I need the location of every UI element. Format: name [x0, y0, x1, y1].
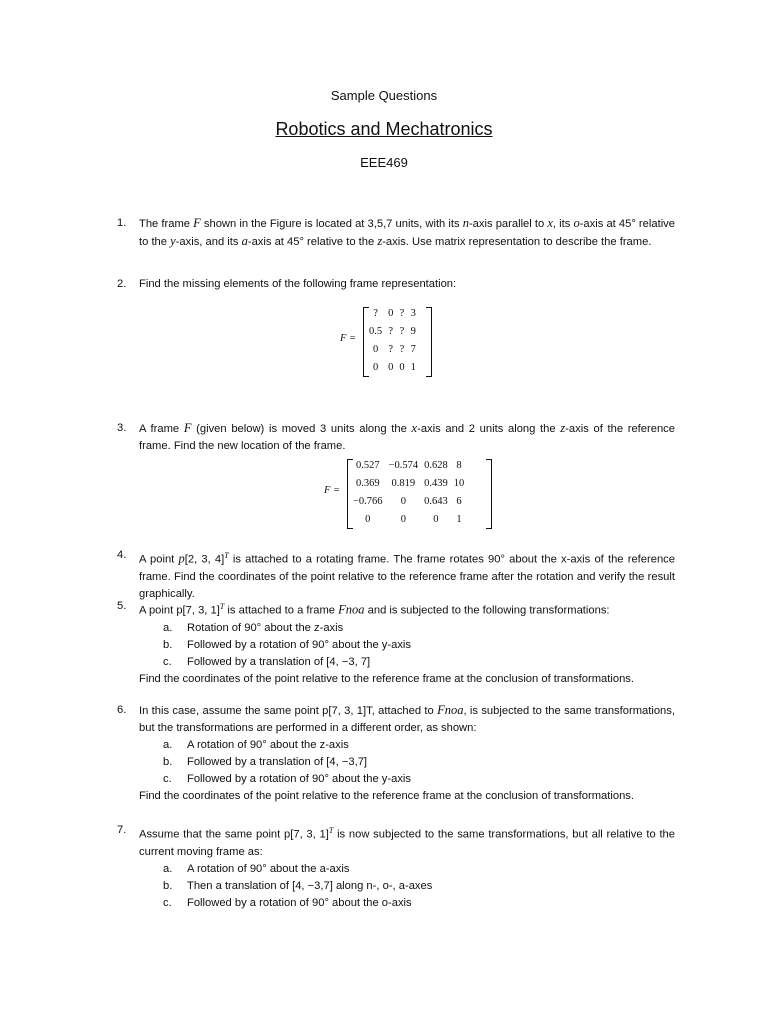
matrix-cell: 0 [400, 495, 406, 507]
matrix-cell: 0.369 [355, 477, 380, 489]
question-2 [117, 276, 675, 293]
matrix-cell: 6 [456, 495, 462, 507]
matrix-cell: 0.643 [424, 495, 448, 507]
matrix-cell: 0 [372, 361, 379, 373]
sub-item: a. A rotation of 90° about the z-axis [163, 739, 349, 751]
matrix-right-bracket [426, 307, 432, 377]
matrix-cell: 0 [399, 361, 405, 373]
matrix-row [366, 304, 419, 322]
question-text: A frame F (given below) is moved 3 units along the x-axis and 2 units along the z-axis of the reference frame. Find the new location of the frame. [139, 421, 676, 452]
sub-item: c. Followed by a rotation of 90° about the y-axis [163, 773, 412, 785]
question-number: 1. [117, 217, 127, 229]
matrix-cell: 0.819 [391, 477, 416, 489]
question-text: Assume that the same point p[7, 3, 1]$^T$ is now subjected to the same transformations, but all relative to the current moving frame as: [139, 826, 676, 858]
course-code: EEE469 [360, 155, 408, 170]
matrix-cell: 3 [410, 307, 416, 319]
question-3 [117, 420, 675, 455]
matrix-cell: 0.5 [369, 325, 383, 337]
question-number: 7. [117, 824, 127, 836]
matrix-cell: ? [373, 307, 378, 319]
sub-item: b. Followed by a translation of [4, −3,7] [163, 756, 368, 768]
matrix-cell: 0 [433, 513, 439, 525]
question-text: The frame F shown in the Figure is located at 3,5,7 units, with its n-axis parallel to x, its o-axis at 45° relative to the y-axis, and its a-axis at 45° relative to the z-axis. Use matrix representation to describe the frame. [139, 216, 675, 248]
matrix-cell: 0 [388, 361, 394, 373]
matrix-row [366, 322, 419, 340]
matrix-cell: ? [388, 343, 394, 355]
matrix-lhs: F = [340, 333, 357, 344]
sub-item: c. Followed by a translation of [4, −3, 7] [163, 655, 371, 668]
matrix-cell: −0.766 [353, 495, 383, 507]
sub-item: b. Then a translation of [4, −3,7] along n-, o-, a-axes [163, 879, 433, 892]
matrix-cell: 0.527 [355, 459, 380, 471]
document-title: Robotics and Mechatronics [275, 119, 493, 139]
question-5 [117, 598, 675, 688]
matrix-cell: 0 [388, 307, 394, 319]
sub-item: a. A rotation of 90° about the a-axis [163, 862, 350, 875]
question-closing: Find the coordinates of the point relative to the reference frame at the conclusion of transformations. [139, 790, 635, 802]
matrix-cell: 0 [400, 513, 406, 525]
document-label: Sample Questions [330, 88, 438, 103]
matrix-cell: 1 [410, 361, 416, 373]
matrix-row [350, 474, 467, 492]
matrix-q3 [324, 456, 504, 530]
matrix-row [350, 510, 467, 528]
matrix-lhs: F = [324, 485, 341, 496]
matrix-cell: ? [399, 343, 405, 355]
question-6 [117, 702, 675, 805]
question-text: In this case, assume the same point p[7, 3, 1]T, attached to Fnoa, is subjected to the same transformations, but the transformations are performed in a different order, as shown: [139, 703, 675, 734]
question-number: 2. [117, 278, 127, 290]
matrix-table [366, 304, 419, 376]
question-text: A point p[7, 3, 1]$^T$ is attached to a frame Fnoa and is subjected to the following transformations: [139, 602, 610, 617]
matrix-cell: 1 [456, 513, 462, 525]
matrix-row [366, 340, 419, 358]
matrix-cell: 0.439 [424, 477, 448, 489]
question-number: 3. [117, 422, 127, 434]
matrix-cell: ? [399, 307, 405, 319]
matrix-cell: 8 [456, 459, 462, 471]
question-number: 4. [117, 549, 127, 561]
matrix-cell: 0 [365, 513, 371, 525]
question-4 [117, 547, 675, 603]
matrix-right-bracket [486, 459, 492, 529]
question-closing: Find the coordinates of the point relative to the reference frame at the conclusion of transformations. [139, 672, 635, 685]
matrix-row [350, 492, 467, 510]
question-number: 6. [117, 704, 127, 716]
matrix-cell: ? [399, 325, 405, 337]
matrix-row [366, 358, 419, 376]
matrix-q2 [340, 304, 440, 378]
matrix-row [350, 456, 467, 474]
question-1 [117, 215, 675, 251]
matrix-cell: 7 [410, 343, 416, 355]
matrix-cell: ? [388, 325, 394, 337]
question-text: Find the missing elements of the following frame representation: [139, 278, 457, 290]
matrix-cell: 0.628 [424, 459, 448, 471]
question-number: 5. [117, 600, 127, 612]
sub-item: c. Followed by a rotation of 90° about the o-axis [163, 896, 412, 909]
matrix-cell: 10 [453, 477, 465, 489]
matrix-table [350, 456, 467, 528]
question-text: A point p[2, 3, 4]$^T$ is attached to a rotating frame. The frame rotates 90° about the x-axis of the reference frame. Find the coordinates of the point relative to the reference frame after the rotation and verify the result graphically. [139, 551, 675, 600]
matrix-cell: 0 [372, 343, 379, 355]
matrix-cell: 9 [410, 325, 416, 337]
sub-item: b. Followed by a rotation of 90° about the y-axis [163, 638, 412, 651]
question-7 [117, 822, 675, 912]
sub-item: a. Rotation of 90° about the z-axis [163, 621, 344, 634]
matrix-cell: −0.574 [388, 459, 419, 471]
